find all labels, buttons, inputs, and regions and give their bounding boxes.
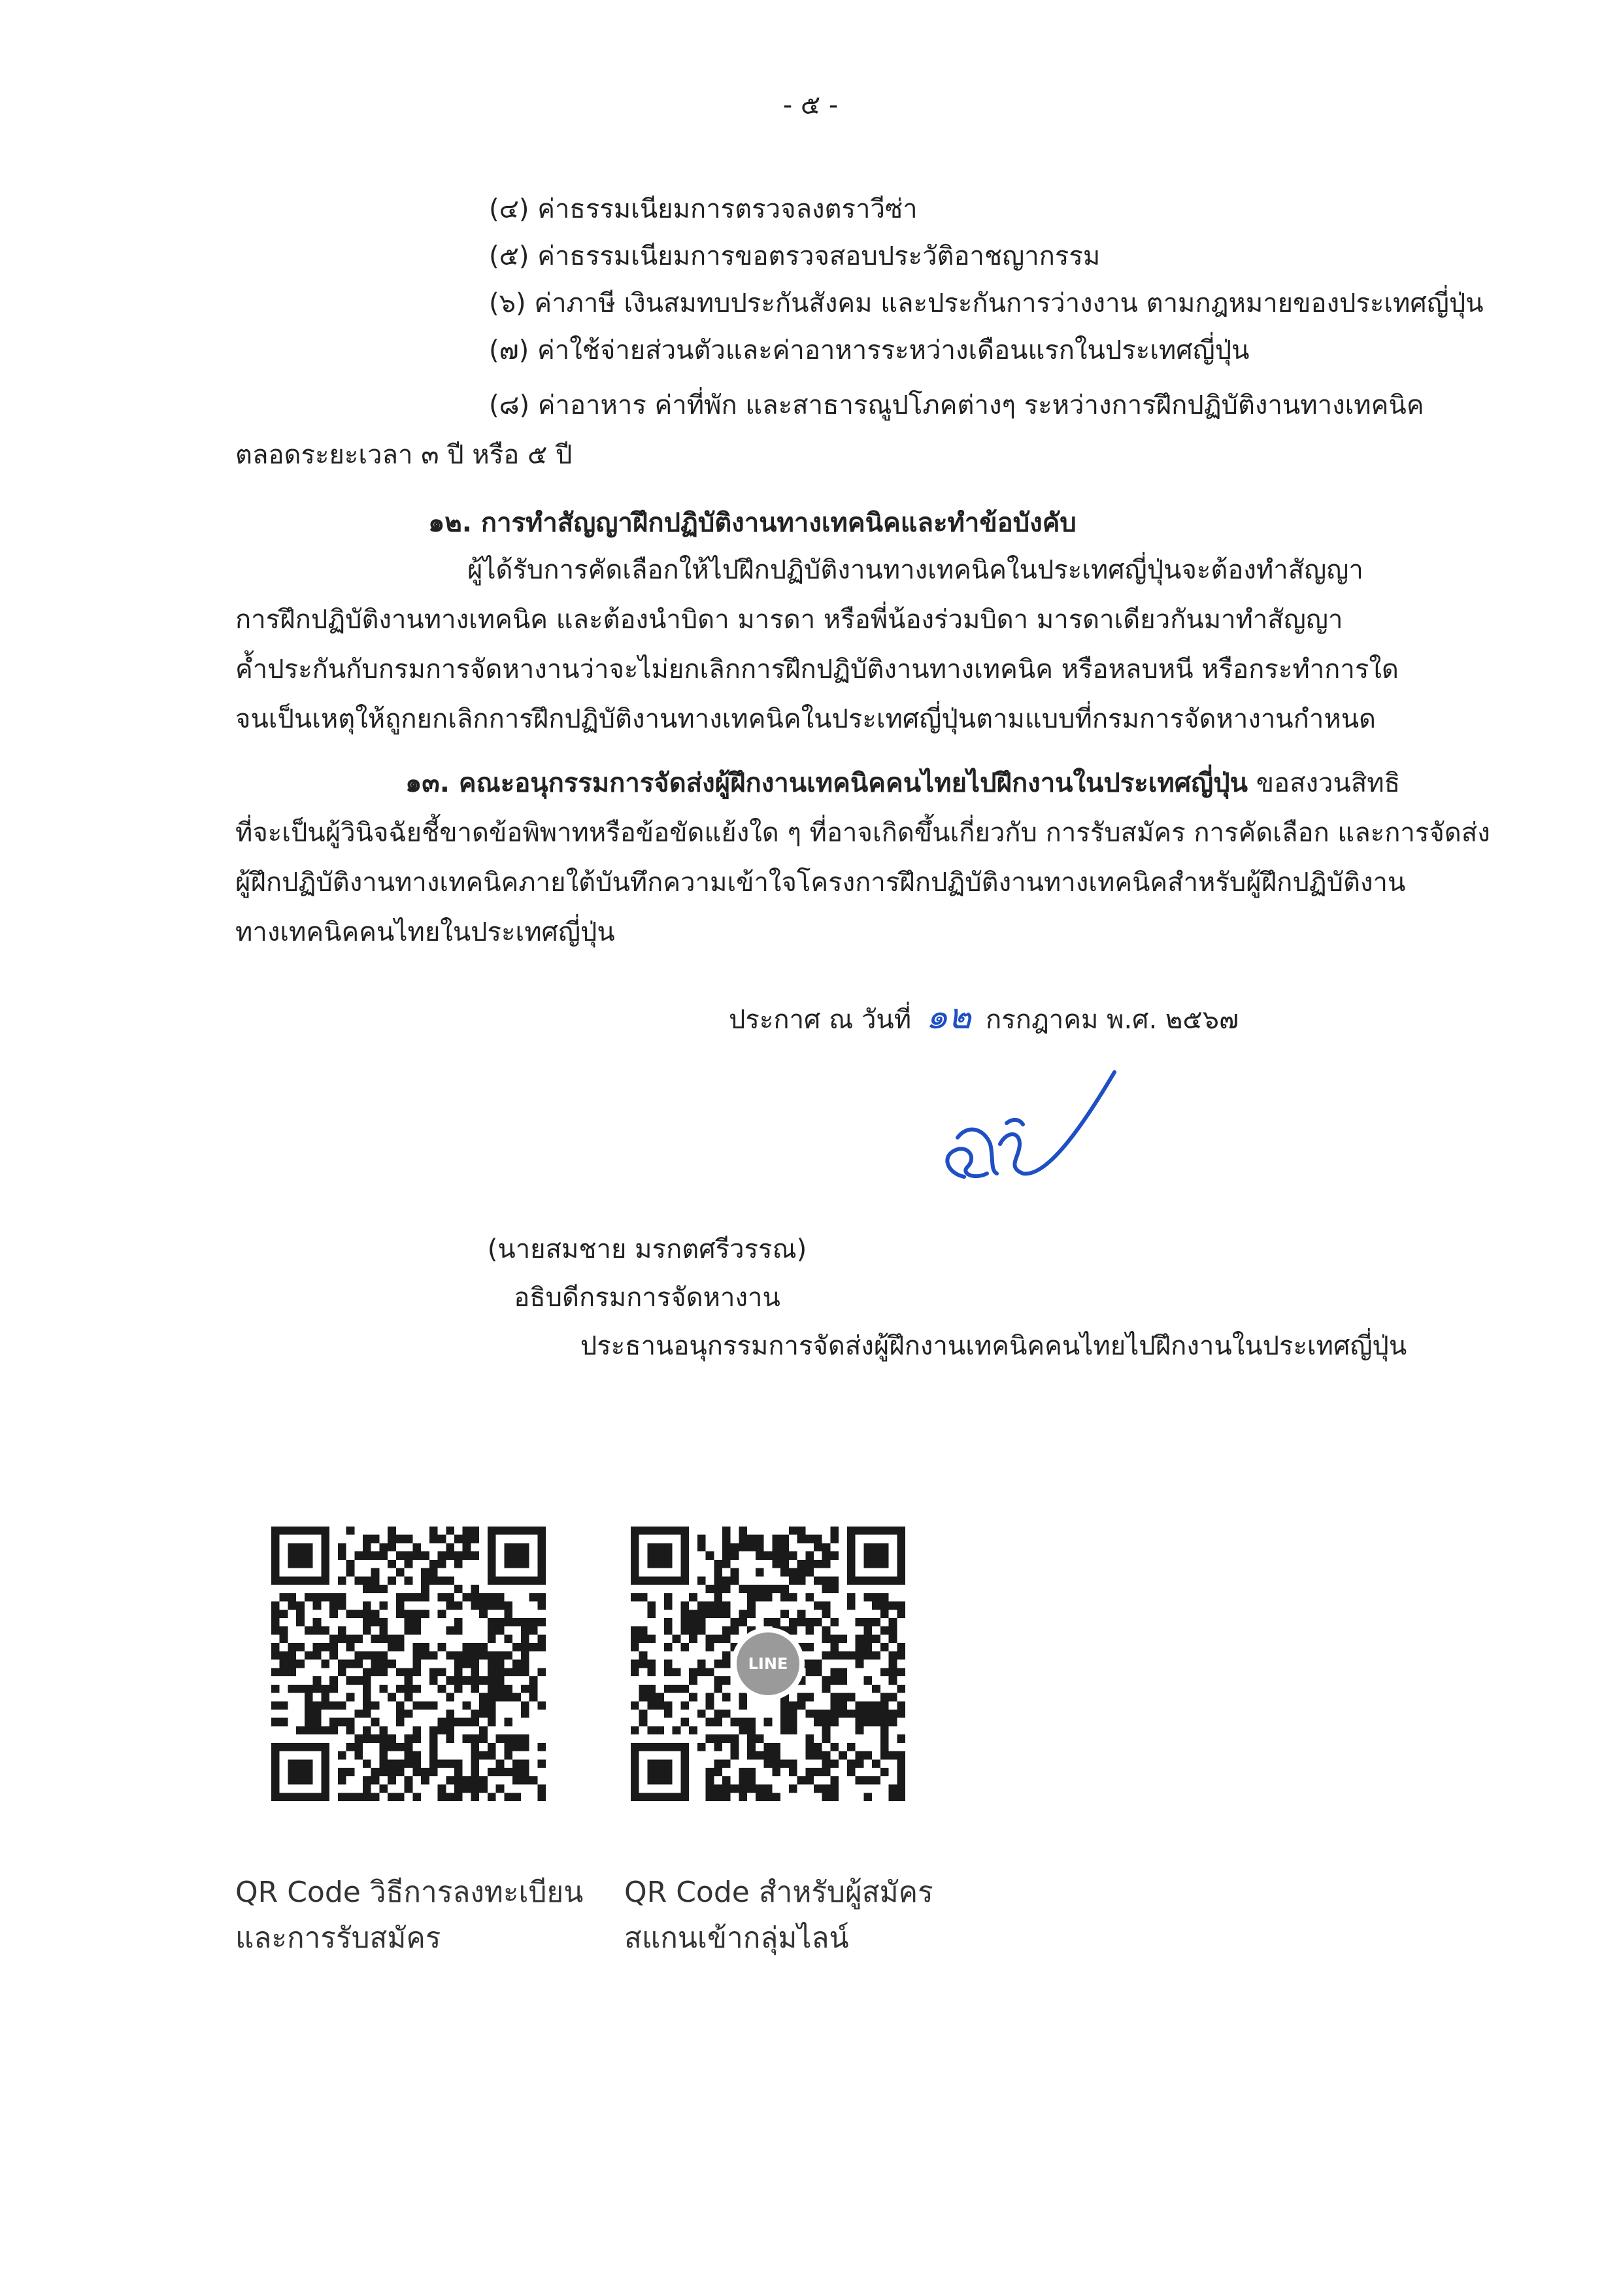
line-logo-icon: LINE [731, 1627, 805, 1700]
section13-first-line-rest: ขอสงวนสิทธิ [1256, 768, 1401, 798]
section13-line-1: ที่จะเป็นผู้วินิจฉัยชี้ขาดข้อพิพาทหรือข้อขัดแย้งใด ๆ ที่อาจเกิดขึ้นเกี่ยวกับ การรับสมัคร การคัดเลือก และการจัดส่ง [235, 818, 1490, 848]
signatory-position-1: อธิบดีกรมการจัดหางาน [514, 1283, 780, 1313]
fee-item-4: (๔) ค่าธรรมเนียมการตรวจลงตราวีซ่า [489, 194, 918, 224]
section12-line-3: ค้ำประกันกับกรมการจัดหางานว่าจะไม่ยกเลิกการฝึกปฏิบัติงานทางเทคนิค หรือหลบหนี หรือกระทำการใด [235, 654, 1399, 684]
signatory-name: (นายสมชาย มรกตศรีวรรณ) [487, 1234, 807, 1264]
qr-caption-line-group-line-1: QR Code สำหรับผู้สมัคร [624, 1876, 933, 1909]
section12-heading: ๑๒. การทำสัญญาฝึกปฏิบัติงานทางเทคนิคและทำข้อบังคับ [428, 508, 1077, 538]
announcement-date [729, 996, 1239, 1037]
section13-line-2: ผู้ฝึกปฏิบัติงานทางเทคนิคภายใต้บันทึกความเข้าใจโครงการฝึกปฏิบัติงานทางเทคนิคสำหรับผู้ฝึกปฏิบัติงาน [235, 868, 1406, 898]
section13-heading: ๑๓. คณะอนุกรรมการจัดส่งผู้ฝึกงานเทคนิคคนไทยไปฝึกงานในประเทศญี่ปุ่น [405, 768, 1248, 798]
announcement-day-handwritten: ๑๒ [926, 996, 972, 1037]
qr-caption-registration [235, 1870, 583, 1961]
qr-caption-registration-line-1: QR Code วิธีการลงทะเบียน [235, 1876, 584, 1909]
fee-item-8-continuation: ตลอดระยะเวลา ๓ ปี หรือ ๕ ปี [235, 440, 573, 470]
qr-code-line-group [631, 1527, 905, 1801]
signature-image [928, 1046, 1124, 1196]
qr-caption-line-group [624, 1870, 933, 1961]
section12-line-2: การฝึกปฏิบัติงานทางเทคนิค และต้องนำบิดา มารดา หรือพี่น้องร่วมบิดา มารดาเดียวกันมาทำสัญญา [235, 605, 1343, 635]
announcement-month-year: กรกฎาคม พ.ศ. ๒๕๖๗ [986, 1005, 1239, 1035]
page-number: - ๕ - [782, 90, 839, 120]
section13-line-3: ทางเทคนิคคนไทยในประเทศญี่ปุ่น [235, 917, 615, 947]
section12-line-1: ผู้ได้รับการคัดเลือกให้ไปฝึกปฏิบัติงานทางเทคนิคในประเทศญี่ปุ่นจะต้องทำสัญญา [467, 555, 1363, 585]
qr-caption-line-group-line-2: สแกนเข้ากลุ่มไลน์ [624, 1921, 849, 1955]
fee-item-7: (๗) ค่าใช้จ่ายส่วนตัวและค่าอาหารระหว่างเดือนแรกในประเทศญี่ปุ่น [489, 335, 1250, 365]
qr-code-registration-pattern [271, 1527, 546, 1801]
qr-code-registration [271, 1527, 546, 1801]
signatory-position-2: ประธานอนุกรรมการจัดส่งผู้ฝึกงานเทคนิคคนไทยไปฝึกงานในประเทศญี่ปุ่น [580, 1331, 1407, 1361]
section13-first-line [405, 770, 1400, 796]
qr-caption-registration-line-2: และการรับสมัคร [235, 1921, 441, 1955]
fee-item-6: (๖) ค่าภาษี เงินสมทบประกันสังคม และประกันการว่างงาน ตามกฎหมายของประเทศญี่ปุ่น [489, 288, 1484, 318]
fee-item-5: (๕) ค่าธรรมเนียมการขอตรวจสอบประวัติอาชญากรรม [489, 241, 1101, 271]
fee-item-8: (๘) ค่าอาหาร ค่าที่พัก และสาธารณูปโภคต่างๆ ระหว่างการฝึกปฏิบัติงานทางเทคนิค [489, 390, 1424, 420]
section12-line-4: จนเป็นเหตุให้ถูกยกเลิกการฝึกปฏิบัติงานทางเทคนิคในประเทศญี่ปุ่นตามแบบที่กรมการจัดหางานกำหนด [235, 704, 1377, 734]
announcement-prefix: ประกาศ ณ วันที่ [729, 1005, 912, 1035]
